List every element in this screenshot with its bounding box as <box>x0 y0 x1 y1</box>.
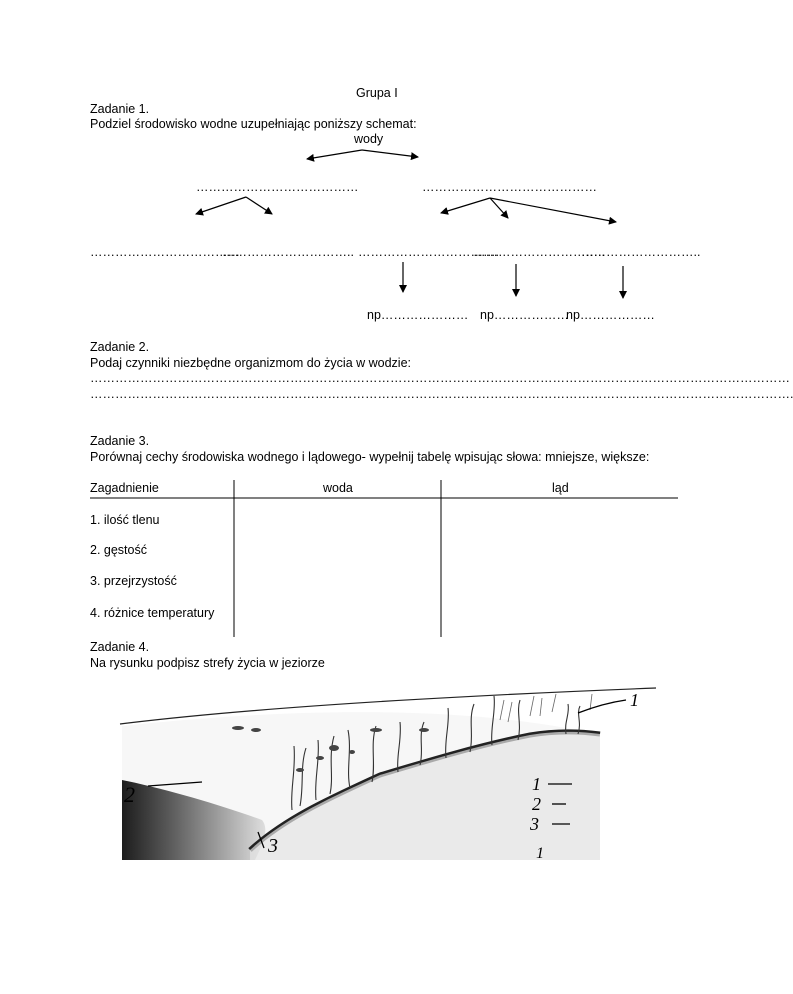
legend-4: 1 <box>536 845 544 862</box>
table-row-temperature: 4. różnice temperatury <box>90 606 215 620</box>
label-3-bottom: 3 <box>268 835 278 857</box>
legend-1: 1 <box>532 774 541 794</box>
scheme-level2-blank-4[interactable]: ………………………….. <box>473 245 605 259</box>
label-2-left: 2 <box>124 782 135 807</box>
task2-answer-line-1[interactable]: …………………………………………………………………………………………………………………………………………………… <box>90 371 790 385</box>
task1-instruction: Podziel środowisko wodne uzupełniając poniższy schemat: <box>90 117 417 131</box>
scheme-level2-blank-1[interactable]: ……………………………… <box>90 245 240 259</box>
task4-instruction: Na rysunku podpisz strefy życia w jeziorze <box>90 656 325 670</box>
table-row-transparency: 3. przejrzystość <box>90 574 177 588</box>
table-row-oxygen: 1. ilość tlenu <box>90 513 160 527</box>
table-header-topic: Zagadnienie <box>90 481 159 495</box>
table-row-density: 2. gęstość <box>90 543 147 557</box>
task2-answer-line-2[interactable]: ……………………………………………………………………………………………………………………………………………………. <box>90 387 793 401</box>
legend-2: 2 <box>532 794 541 814</box>
label-1-top-right: 1 <box>630 690 639 710</box>
legend-3: 3 <box>530 814 539 834</box>
task2-instruction: Podaj czynniki niezbędne organizmom do życia w wodzie: <box>90 356 411 370</box>
scheme-example-2[interactable]: np……………… <box>480 308 569 322</box>
label-1-pointer <box>578 700 626 713</box>
scheme-level2-blank-5[interactable]: ……………………….. <box>581 245 701 259</box>
task1-heading: Zadanie 1. <box>90 102 150 116</box>
scheme-example-1[interactable]: np………………… <box>367 308 469 322</box>
scheme-level1-blank-right[interactable]: …………………………………… <box>422 180 597 194</box>
reed-texture <box>500 694 592 722</box>
scheme-level1-blank-left[interactable]: ………………………………… <box>196 180 359 194</box>
table-header-water: woda <box>323 481 353 495</box>
task4-heading: Zadanie 4. <box>90 640 150 654</box>
scheme-level2-blank-3[interactable]: ……………………………. <box>358 245 499 259</box>
table-header-land: ląd <box>552 481 569 495</box>
scheme-example-3[interactable]: np……………… <box>566 308 655 322</box>
task3-instruction: Porównaj cechy środowiska wodnego i lądowego- wypełnij tabelę wpisując słowa: mniejsze, większe: <box>90 450 650 464</box>
task3-heading: Zadanie 3. <box>90 434 150 448</box>
scheme-root-label: wody <box>354 132 384 146</box>
task2-heading: Zadanie 2. <box>90 340 150 354</box>
scheme-level2-blank-2[interactable]: ………………………….. <box>222 245 354 259</box>
page-title: Grupa I <box>356 86 398 100</box>
